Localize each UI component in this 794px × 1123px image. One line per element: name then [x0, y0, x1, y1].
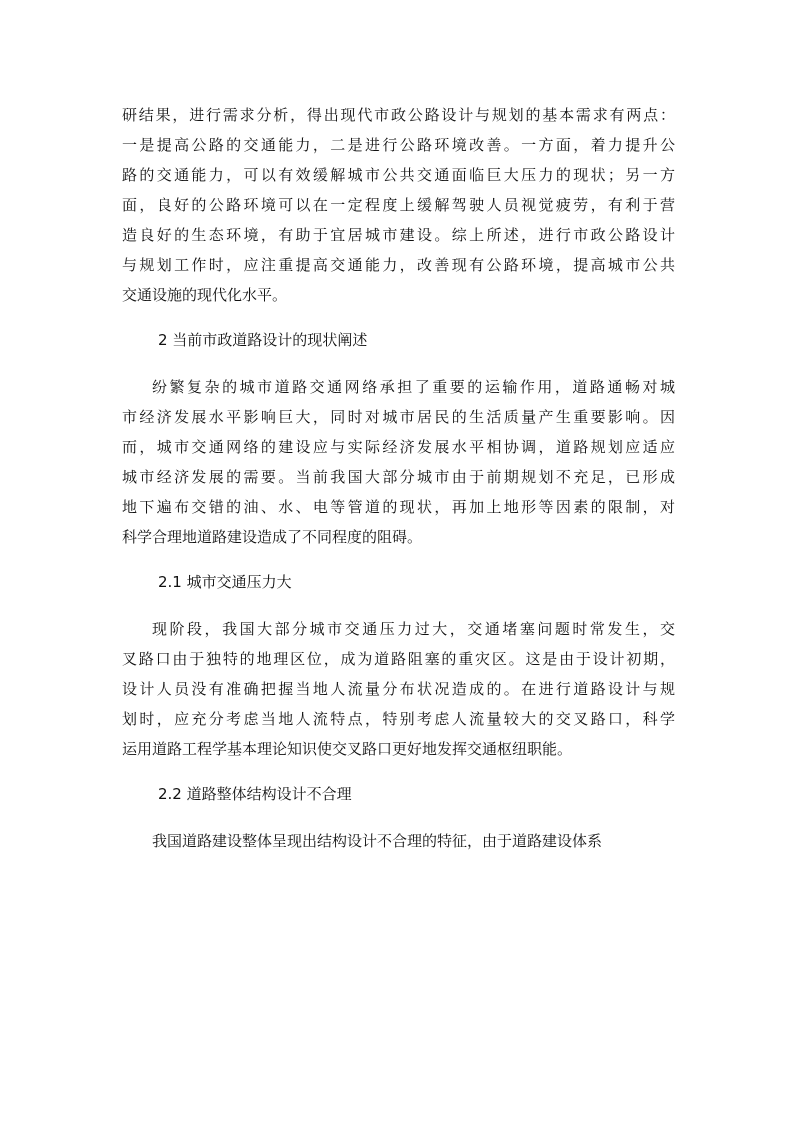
text-line: 科学合理地道路建设造成了不同程度的阻碍。 — [122, 528, 423, 546]
text-line: 交通设施的现代化水平。 — [122, 286, 288, 304]
text-line: 城市经济发展的需要。当前我国大部分城市由于前期规划不充足，已形成 — [122, 468, 675, 486]
text-line: 造良好的生态环境，有助于宜居城市建设。综上所述，进行市政公路设计 — [122, 226, 675, 244]
text-line: 研结果，进行需求分析，得出现代市政公路设计与规划的基本需求有两点： — [122, 106, 675, 124]
text-line: 面，良好的公路环境可以在一定程度上缓解驾驶人员视觉疲劳，有利于营 — [122, 196, 675, 214]
section-heading-2-1: 2.1 城市交通压力大 — [158, 573, 292, 591]
text-line: 纷繁复杂的城市道路交通网络承担了重要的运输作用，道路通畅对城 — [152, 378, 675, 396]
text-line: 我国道路建设整体呈现出结构设计不合理的特征，由于道路建设体系 — [152, 832, 603, 850]
text-line: 运用道路工程学基本理论知识使交叉路口更好地发挥交通枢纽职能。 — [122, 740, 573, 758]
text-line: 与规划工作时，应注重提高交通能力，改善现有公路环境，提高城市公共 — [122, 256, 675, 274]
text-line: 一是提高公路的交通能力，二是进行公路环境改善。一方面，着力提升公 — [122, 136, 675, 154]
section-heading-2: 2 当前市政道路设计的现状阐述 — [158, 331, 368, 349]
paragraph-structure-design — [122, 826, 675, 856]
document-body — [122, 100, 675, 856]
text-line: 现阶段，我国大部分城市交通压力过大，交通堵塞问题时常发生，交 — [152, 620, 675, 638]
text-line: 而，城市交通网络的建设应与实际经济发展水平相协调，道路规划应适应 — [122, 438, 675, 456]
text-line: 市经济发展水平影响巨大，同时对城市居民的生活质量产生重要影响。因 — [122, 408, 675, 426]
text-line: 设计人员没有准确把握当地人流量分布状况造成的。在进行道路设计与规 — [122, 680, 675, 698]
paragraph-current-status — [122, 372, 675, 552]
section-heading-2-2: 2.2 道路整体结构设计不合理 — [158, 785, 352, 803]
text-line: 叉路口由于独特的地理区位，成为道路阻塞的重灾区。这是由于设计初期， — [122, 650, 675, 668]
text-line: 地下遍布交错的油、水、电等管道的现状，再加上地形等因素的限制，对 — [122, 498, 675, 516]
paragraph-needs-analysis — [122, 100, 675, 310]
paragraph-traffic-pressure — [122, 614, 675, 764]
text-line: 划时，应充分考虑当地人流特点，特别考虑人流量较大的交叉路口，科学 — [122, 710, 675, 728]
text-line: 路的交通能力，可以有效缓解城市公共交通面临巨大压力的现状；另一方 — [122, 166, 675, 184]
